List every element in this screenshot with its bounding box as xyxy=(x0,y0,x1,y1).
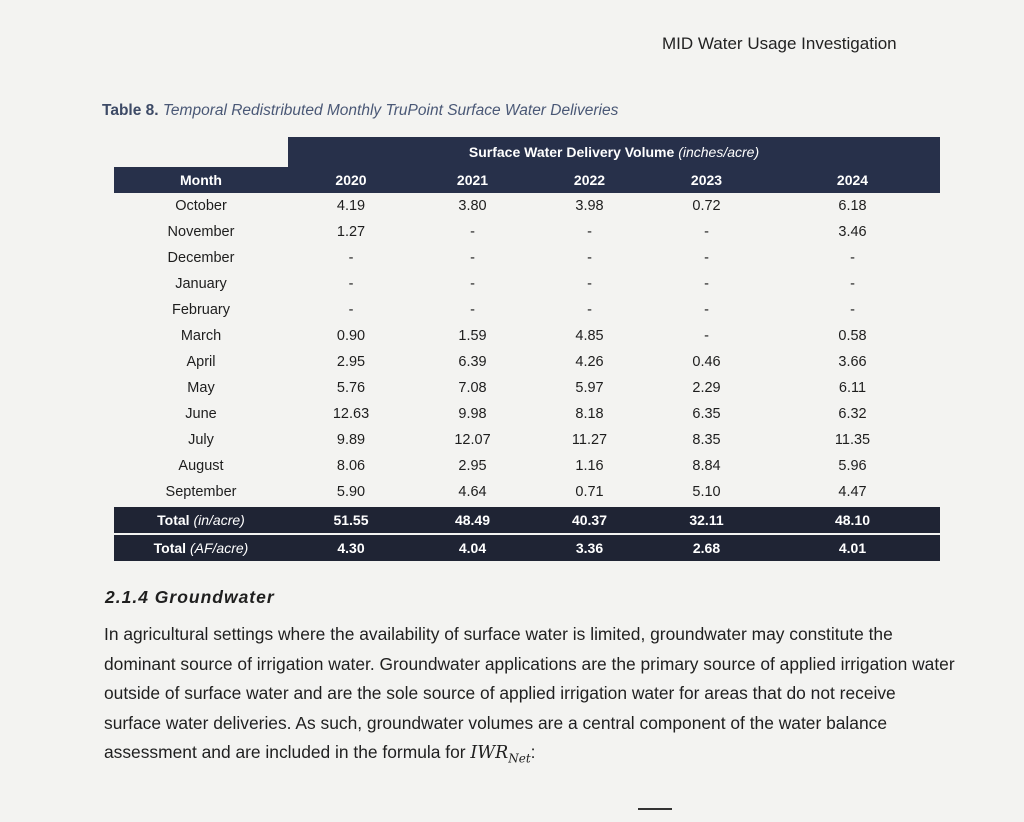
surface-water-delivery-table xyxy=(114,137,940,561)
formula-main: IWR xyxy=(470,743,509,764)
month-cell: March xyxy=(180,328,222,344)
value-cell: - xyxy=(587,224,592,240)
table-column-header-row xyxy=(114,167,940,193)
month-cell: May xyxy=(187,380,215,396)
table-row xyxy=(114,427,940,453)
table-header-blank xyxy=(114,137,288,167)
value-cell: 3.98 xyxy=(575,198,604,214)
month-cell: August xyxy=(178,458,224,474)
value-cell: 8.84 xyxy=(692,458,721,474)
value-cell: - xyxy=(704,224,709,240)
value-cell: - xyxy=(850,276,855,292)
value-cell: - xyxy=(850,302,855,318)
value-cell: 0.71 xyxy=(575,484,604,500)
total-label: Total xyxy=(157,512,190,528)
total-value-cell: 4.01 xyxy=(765,534,940,561)
table-row xyxy=(114,479,940,506)
total-row xyxy=(114,534,940,561)
value-cell: 9.98 xyxy=(458,406,487,422)
value-cell: 6.39 xyxy=(458,354,487,370)
value-cell: 5.10 xyxy=(692,484,721,500)
value-cell: 1.59 xyxy=(458,328,487,344)
value-cell: 2.95 xyxy=(336,354,366,370)
group-header-label: Surface Water Delivery Volume xyxy=(468,144,675,160)
value-cell: 5.97 xyxy=(575,380,604,396)
value-cell: 4.26 xyxy=(575,354,604,370)
value-cell: 3.46 xyxy=(838,224,867,240)
month-cell: June xyxy=(185,406,217,422)
total-value-cell: 32.11 xyxy=(648,506,765,534)
month-cell: February xyxy=(171,302,231,318)
value-cell: - xyxy=(348,302,354,318)
page-header-title: MID Water Usage Investigation xyxy=(662,34,897,53)
value-cell: 4.85 xyxy=(575,328,604,344)
column-header-year: 2023 xyxy=(648,167,765,193)
table-row xyxy=(114,349,940,375)
table-group-header-row xyxy=(114,137,940,167)
total-value-cell: 40.37 xyxy=(531,506,648,534)
group-header-unit: (inches/acre) xyxy=(678,144,760,160)
table-row xyxy=(114,375,940,401)
month-cell: October xyxy=(175,198,227,214)
value-cell: 2.29 xyxy=(692,380,721,396)
total-unit: (AF/acre) xyxy=(189,540,249,556)
value-cell: 5.90 xyxy=(336,484,366,500)
value-cell: 8.18 xyxy=(575,406,604,422)
value-cell: 3.80 xyxy=(458,198,487,214)
value-cell: - xyxy=(348,250,354,266)
value-cell: 0.72 xyxy=(692,198,721,214)
total-value-cell: 4.30 xyxy=(288,534,414,561)
total-unit: (in/acre) xyxy=(193,512,245,528)
value-cell: - xyxy=(348,276,354,292)
value-cell: 11.27 xyxy=(571,432,608,448)
value-cell: 8.35 xyxy=(692,432,721,448)
table-group-header xyxy=(288,137,940,167)
month-cell: July xyxy=(188,432,214,448)
month-cell: January xyxy=(175,276,227,292)
column-header-year: 2020 xyxy=(288,167,414,193)
section-heading: 2.1.4 Groundwater xyxy=(105,587,275,607)
value-cell: - xyxy=(587,276,592,292)
table-row xyxy=(114,271,940,297)
value-cell: 9.89 xyxy=(336,432,366,448)
value-cell: 2.95 xyxy=(458,458,487,474)
total-value-cell: 48.49 xyxy=(414,506,531,534)
total-value-cell: 3.36 xyxy=(531,534,648,561)
value-cell: 4.47 xyxy=(838,484,867,500)
value-cell: 0.58 xyxy=(838,328,867,344)
formula-iwr-net xyxy=(470,743,531,766)
month-cell: December xyxy=(167,250,235,266)
value-cell: 1.27 xyxy=(336,224,366,240)
table-caption-label: Table 8. xyxy=(102,102,159,119)
table-row xyxy=(114,219,940,245)
value-cell: - xyxy=(470,224,475,240)
value-cell: 6.32 xyxy=(838,406,867,422)
section-paragraph xyxy=(104,620,956,774)
value-cell: 6.18 xyxy=(838,198,867,214)
month-cell: September xyxy=(165,484,237,500)
value-cell: 5.96 xyxy=(838,458,867,474)
column-header-year: 2022 xyxy=(531,167,648,193)
month-cell: November xyxy=(167,224,235,240)
value-cell: - xyxy=(587,250,592,266)
table-caption-text: Temporal Redistributed Monthly TruPoint Surface Water Deliveries xyxy=(162,102,619,119)
value-cell: - xyxy=(587,302,592,318)
table-row xyxy=(114,297,940,323)
formula-suffix: : xyxy=(530,742,536,763)
total-label-cell xyxy=(114,534,288,561)
total-value-cell: 4.04 xyxy=(414,534,531,561)
table-body xyxy=(114,193,940,506)
total-label: Total xyxy=(153,540,187,556)
paragraph-text: In agricultural settings where the availability of surface water is limited, groundwater may constitute the dominant source of irrigation water. Groundwater applications are the primary source of applied irrigation water outside of surface water and are the sole source of applied irrigation water for areas that do not receive surface water deliveries. As such, groundwater volumes are a central component of the water balance assessment and are included in the formula for xyxy=(104,624,955,763)
value-cell: - xyxy=(704,276,709,292)
table-row xyxy=(114,323,940,349)
summation-symbol-top xyxy=(638,808,672,810)
value-cell: - xyxy=(704,302,709,318)
value-cell: 0.90 xyxy=(336,328,366,344)
value-cell: - xyxy=(850,250,855,266)
total-value-cell: 51.55 xyxy=(288,506,414,534)
total-row xyxy=(114,506,940,534)
value-cell: - xyxy=(704,250,709,266)
value-cell: 0.46 xyxy=(692,354,721,370)
table-totals xyxy=(114,506,940,561)
total-label-cell xyxy=(114,506,288,534)
column-header-month: Month xyxy=(114,167,288,193)
value-cell: - xyxy=(470,250,475,266)
table-row xyxy=(114,401,940,427)
column-header-year: 2024 xyxy=(765,167,940,193)
value-cell: 11.35 xyxy=(834,432,871,448)
table-row xyxy=(114,453,940,479)
value-cell: 4.64 xyxy=(458,484,487,500)
value-cell: 12.63 xyxy=(332,406,370,422)
value-cell: 7.08 xyxy=(458,380,487,396)
column-header-year: 2021 xyxy=(414,167,531,193)
value-cell: 12.07 xyxy=(454,432,491,448)
table-caption xyxy=(102,102,618,120)
value-cell: - xyxy=(470,276,475,292)
value-cell: 6.35 xyxy=(692,406,721,422)
table-row xyxy=(114,245,940,271)
value-cell: 1.16 xyxy=(575,458,604,474)
value-cell: - xyxy=(704,328,709,344)
value-cell: 8.06 xyxy=(336,458,366,474)
value-cell: 4.19 xyxy=(336,198,366,214)
month-cell: April xyxy=(186,354,216,370)
total-value-cell: 48.10 xyxy=(765,506,940,534)
value-cell: 6.11 xyxy=(838,380,867,396)
total-value-cell: 2.68 xyxy=(648,534,765,561)
formula-subscript: Net xyxy=(508,751,531,766)
table-row xyxy=(114,193,940,219)
value-cell: 3.66 xyxy=(838,354,867,370)
value-cell: - xyxy=(470,302,475,318)
value-cell: 5.76 xyxy=(336,380,366,396)
